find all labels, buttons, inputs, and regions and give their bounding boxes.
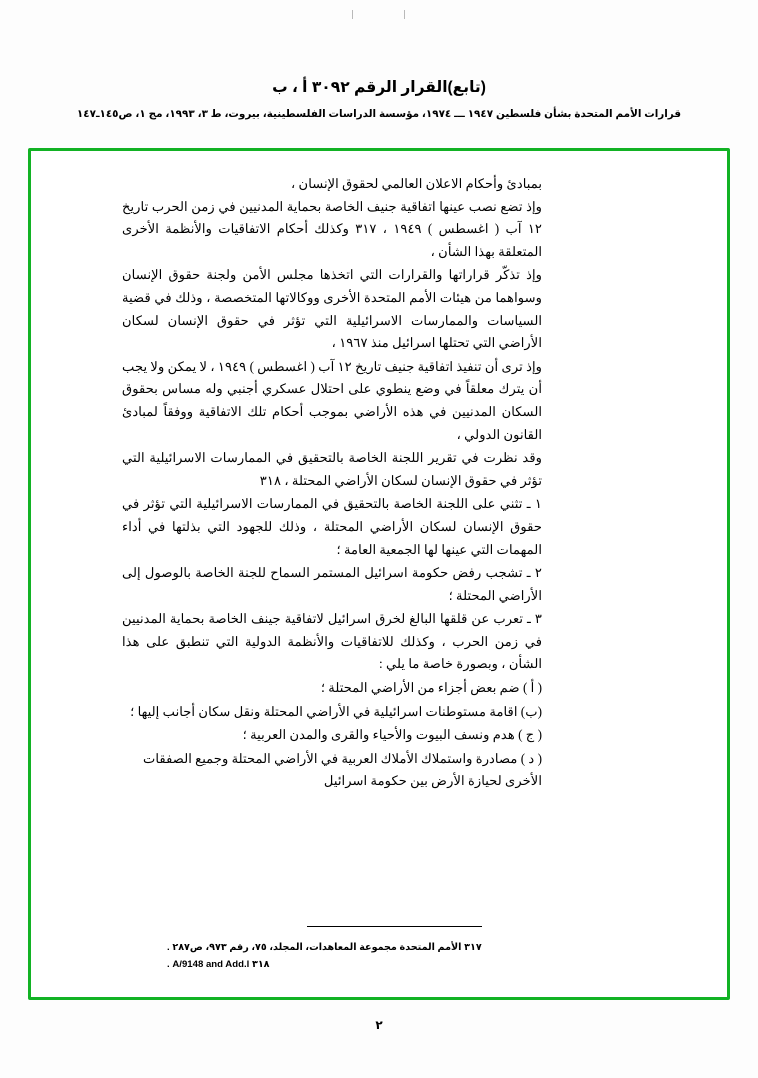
tick-mark-left xyxy=(352,10,353,19)
resolution-body xyxy=(122,173,542,794)
source-citation: قرارات الأمم المتحدة بشأن فلسطين ١٩٤٧ ـــ ١٩٧٤، مؤسسة الدراسات الفلسطينية، بيروت، ط ٣، ١٩٩٣، مج ١، ص١٤٥ـ١٤٧ xyxy=(76,109,682,120)
operative-clause-2: ٢ ـ تشجب رفض حكومة اسرائيل المستمر السماح للجنة الخاصة بالوصول إلى الأراضي المحتلة ؛ xyxy=(122,565,542,603)
footnote-318: ٣١٨ A/9148 and Add.l . xyxy=(167,959,270,970)
sub-clause-c: ( ج ) هدم ونسف البيوت والأحياء والقرى والمدن العربية ؛ xyxy=(242,727,542,743)
content-frame xyxy=(28,148,730,1000)
body-paragraph-4: وإذ ترى أن تنفيذ اتفاقية جنيف تاريخ ١٢ آب ( اغسطس ) ١٩٤٩ ، لا يمكن ولا يجب أن يترك معلقاً في وضع ينطوي على احتلال عسكري أجنبي وله مساس بحقوق السكان المدنيين في هذه الأراضي بموجب أحكام تلك الاتفاقية ووفقاً لمبادئ القانون الدولي ، xyxy=(122,358,542,442)
tick-mark-right xyxy=(404,10,405,19)
body-paragraph-2: وإذ تضع نصب عينها اتفاقية جنيف الخاصة بحماية المدنيين في زمن الحرب تاريخ ١٢ آب ( اغسطس ) ١٩٤٩ ، ٣١٧ وكذلك أحكام الاتفاقيات والأنظمة الأخرى المتعلقة بهذا الشأن ، xyxy=(122,198,542,259)
operative-clause-3: ٣ ـ تعرب عن قلقها البالغ لخرق اسرائيل لاتفاقية جينف الخاصة بحماية المدنيين في زمن الحرب ، وكذلك للاتفاقيات والأنظمة الدولية التي تنطبق على هذا الشأن ، وبصورة خاصة ما يلي : xyxy=(122,611,542,672)
page-number: ٢ xyxy=(375,1018,383,1032)
footnote-separator xyxy=(307,926,482,927)
document-header xyxy=(0,78,758,120)
footnote-317: ٣١٧ الأمم المتحدة مجموعة المعاهدات، المجلد، ٧٥، رقم ٩٧٣، ص٢٨٧ . xyxy=(167,942,482,953)
operative-clause-1: ١ ـ تثني على اللجنة الخاصة بالتحقيق في الممارسات الاسرائيلية التي تؤثر في حقوق الإنسان لسكان الأراضي المحتلة ، وذلك للجهود التي بذلتها في أداء المهمات التي عينها لها الجمعية العامة ؛ xyxy=(122,496,542,557)
page-top-tick-marks xyxy=(0,10,758,24)
sub-clause-a: ( أ ) ضم بعض أجزاء من الأراضي المحتلة ؛ xyxy=(320,680,542,696)
page-title: (تابع)القرار الرقم ٣٠٩٢ أ ، ب xyxy=(272,79,486,96)
sub-clause-d: ( د ) مصادرة واستملاك الأملاك العربية في الأراضي المحتلة وجميع الصفقات الأخرى لحيازة الأرض بين حكومة اسرائيل xyxy=(142,750,542,789)
body-paragraph-3: وإذ تذكّر قراراتها والقرارات التي اتخذها مجلس الأمن ولجنة حقوق الإنسان وسواهما من هيئات الأمم المتحدة الأخرى ووكالاتها المتخصصة ، وذلك في قضية السياسات والممارسات الاسرائيلية التي تؤثر في حقوق الإنسان لسكان الأراضي التي تحتلها اسرائيل منذ ١٩٦٧ ، xyxy=(122,267,542,351)
body-paragraph-1: بمبادئ وأحكام الاعلان العالمي لحقوق الإنسان ، xyxy=(290,176,542,191)
footnote-list xyxy=(167,939,607,973)
sub-clause-b: (ب) اقامة مستوطنات اسرائيلية في الأراضي المحتلة ونقل سكان أجانب إليها ؛ xyxy=(130,703,542,719)
body-paragraph-5: وقد نظرت في تقرير اللجنة الخاصة بالتحقيق في الممارسات الاسرائيلية التي تؤثر في حقوق الإنسان لسكان الأراضي المحتلة ، ٣١٨ xyxy=(122,450,542,488)
